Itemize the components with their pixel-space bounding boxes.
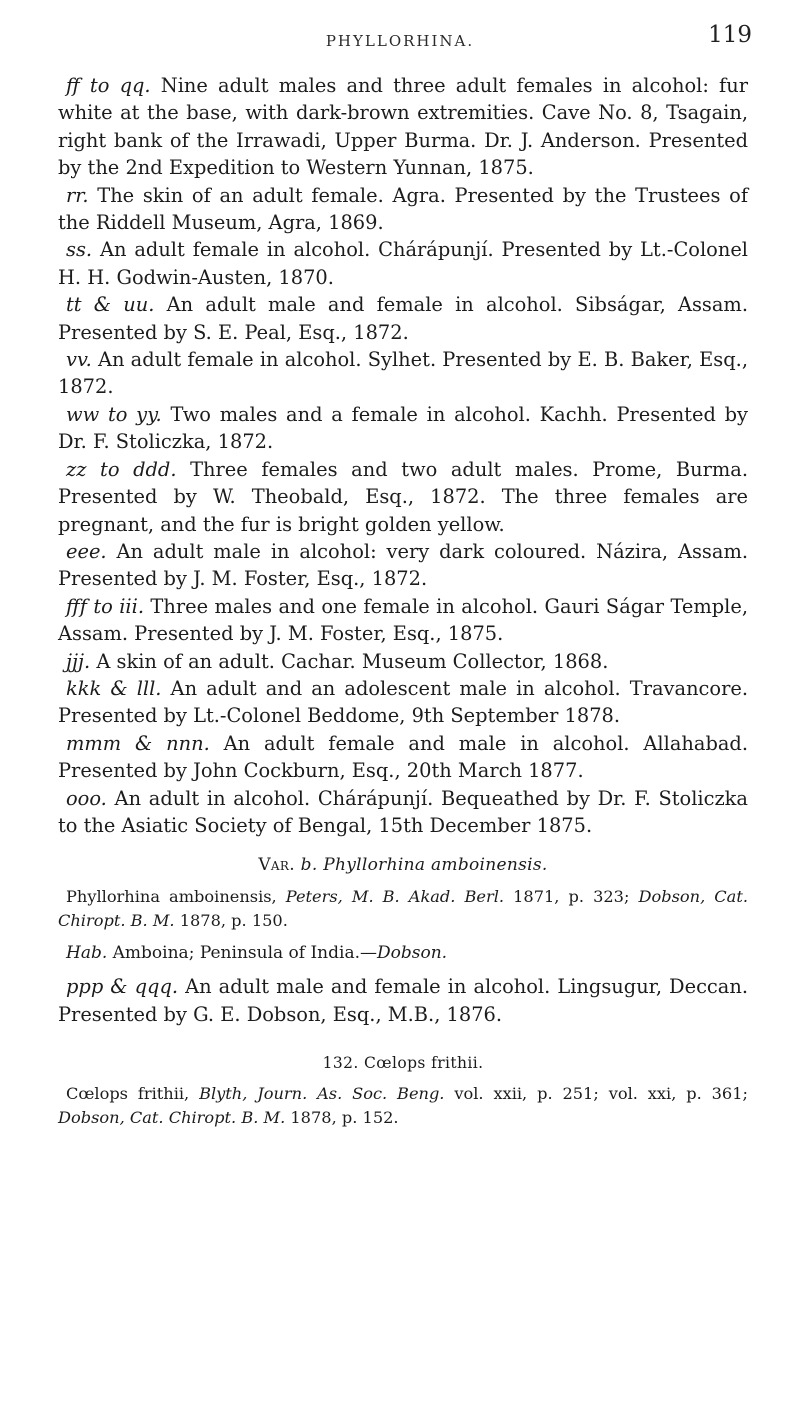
synonymy-ref: Dobson, Cat. Chiropt. B. M. xyxy=(58,1107,286,1127)
specimen-text: Three males and one female in alcohol. Gauri Ságar Temple, Assam. Presented by J. M. Foster, Esq., 1875. xyxy=(58,594,748,646)
specimen-entry xyxy=(58,730,748,785)
synonymy-ref-tail: 1878, p. 150. xyxy=(174,910,288,930)
habitat-author: Dobson. xyxy=(377,943,448,964)
specimen-label: ppp & qqq. xyxy=(66,975,179,999)
habitat-label: Hab. xyxy=(66,943,108,964)
specimen-entry xyxy=(58,291,748,346)
variety-synonymy xyxy=(58,885,748,932)
specimen-label: jjj. xyxy=(66,649,91,673)
specimen-label: fff to iii. xyxy=(66,594,144,618)
specimen-entry xyxy=(58,346,748,401)
specimen-text: An adult female and male in alcohol. Allahabad. Presented by John Cockburn, Esq., 20th March 1877. xyxy=(58,731,748,783)
running-head: PHYLLORHINA. xyxy=(325,32,475,50)
specimen-text: An adult male in alcohol: very dark coloured. Názira, Assam. Presented by J. M. Foster, Esq., 1872. xyxy=(58,539,748,591)
specimen-text: An adult in alcohol. Chárápunjí. Bequeathed by Dr. F. Stoliczka to the Asiatic Society of Bengal, 15th December 1875. xyxy=(58,786,748,837)
specimen-entry xyxy=(58,648,748,675)
specimen-text: An adult female in alcohol. Sylhet. Presented by E. B. Baker, Esq., 1872. xyxy=(58,348,748,399)
variety-letter: b. xyxy=(300,855,318,876)
specimen-text: Three females and two adult males. Prome, Burma. Presented by W. Theobald, Esq., 1872. The three females are pregnant, and the fur is bright golden yellow. xyxy=(58,457,748,536)
synonymy-ref: Dobson, Cat. Chiropt. B. M. xyxy=(58,887,748,930)
page-header xyxy=(0,20,800,60)
specimen-text: Two males and a female in alcohol. Kachh. Presented by Dr. F. Stoliczka, 1872. xyxy=(58,402,748,454)
specimen-text: Nine adult males and three adult females in alcohol: fur white at the base, with dark-brown extremities. Cave No. 8, Tsagain, right bank of the Irrawadi, Upper Burma. Dr. J. Anderson. Presented by the 2nd Expedition to Western Yunnan, 1875. xyxy=(58,74,748,180)
variety-name: Phyllorhina amboinensis. xyxy=(323,855,548,876)
specimen-entry xyxy=(58,973,748,1028)
specimen-text: A skin of an adult. Cachar. Museum Collector, 1868. xyxy=(90,649,609,673)
specimen-entry xyxy=(58,182,748,237)
specimen-label: kkk & lll. xyxy=(66,676,162,700)
synonymy-ref-tail: vol. xxii, p. 251; vol. xxi, p. 361; xyxy=(444,1084,748,1104)
synonymy-ref-tail: 1878, p. 152. xyxy=(285,1107,399,1127)
synonymy-ref: Blyth, Journ. As. Soc. Beng. xyxy=(199,1084,445,1104)
specimen-entry xyxy=(58,785,748,840)
variety-prefix: Var. xyxy=(258,855,295,876)
specimen-label: tt & uu. xyxy=(66,293,155,317)
habitat-text: Amboina; Peninsula of India.— xyxy=(107,943,377,964)
synonymy-name: Phyllorhina amboinensis, xyxy=(66,887,286,907)
specimen-label: ooo. xyxy=(66,786,107,810)
specimen-list xyxy=(58,72,748,839)
specimen-label: mmm & nnn. xyxy=(66,731,210,755)
specimen-entry xyxy=(58,456,748,538)
specimen-entry xyxy=(58,401,748,456)
specimen-label: eee. xyxy=(66,539,107,563)
specimen-text: An adult female in alcohol. Chárápunjí. Presented by Lt.-Colonel H. H. Godwin-Austen, 1870. xyxy=(58,238,748,289)
specimen-text: An adult male and female in alcohol. Lingsugur, Deccan. Presented by G. E. Dobson, Esq., M.B., 1876. xyxy=(58,975,748,1026)
specimen-text: The skin of an adult female. Agra. Presented by the Trustees of the Riddell Museum, Agra, 1869. xyxy=(58,183,748,235)
specimen-entry xyxy=(58,675,748,730)
page-number: 119 xyxy=(708,22,752,48)
specimen-label: ff to qq. xyxy=(66,74,151,97)
specimen-label: ww to yy. xyxy=(66,402,162,426)
species-heading: 132. Cœlops frithii. xyxy=(322,1054,484,1073)
habitat-line xyxy=(58,940,748,967)
species-synonymy xyxy=(58,1082,748,1129)
specimen-entry xyxy=(58,72,748,182)
synonymy-ref: Peters, M. B. Akad. Berl. xyxy=(285,887,505,907)
specimen-text: An adult and an adolescent male in alcohol. Travancore. Presented by Lt.-Colonel Beddome, 9th September 1878. xyxy=(58,676,748,728)
synonymy-name: Cœlops frithii, xyxy=(66,1084,200,1104)
specimen-label: vv. xyxy=(66,348,92,372)
specimen-label: ss. xyxy=(66,238,93,262)
specimen-entry xyxy=(58,236,748,291)
specimen-entry xyxy=(58,538,748,593)
specimen-label: zz to ddd. xyxy=(66,457,177,481)
specimen-text: An adult male and female in alcohol. Sibságar, Assam. Presented by S. E. Peal, Esq., 1872. xyxy=(58,293,748,344)
synonymy-ref-tail: 1871, p. 323; xyxy=(504,887,639,907)
specimen-entry xyxy=(58,593,748,648)
variety-heading xyxy=(58,855,748,875)
specimen-label: rr. xyxy=(66,183,89,207)
